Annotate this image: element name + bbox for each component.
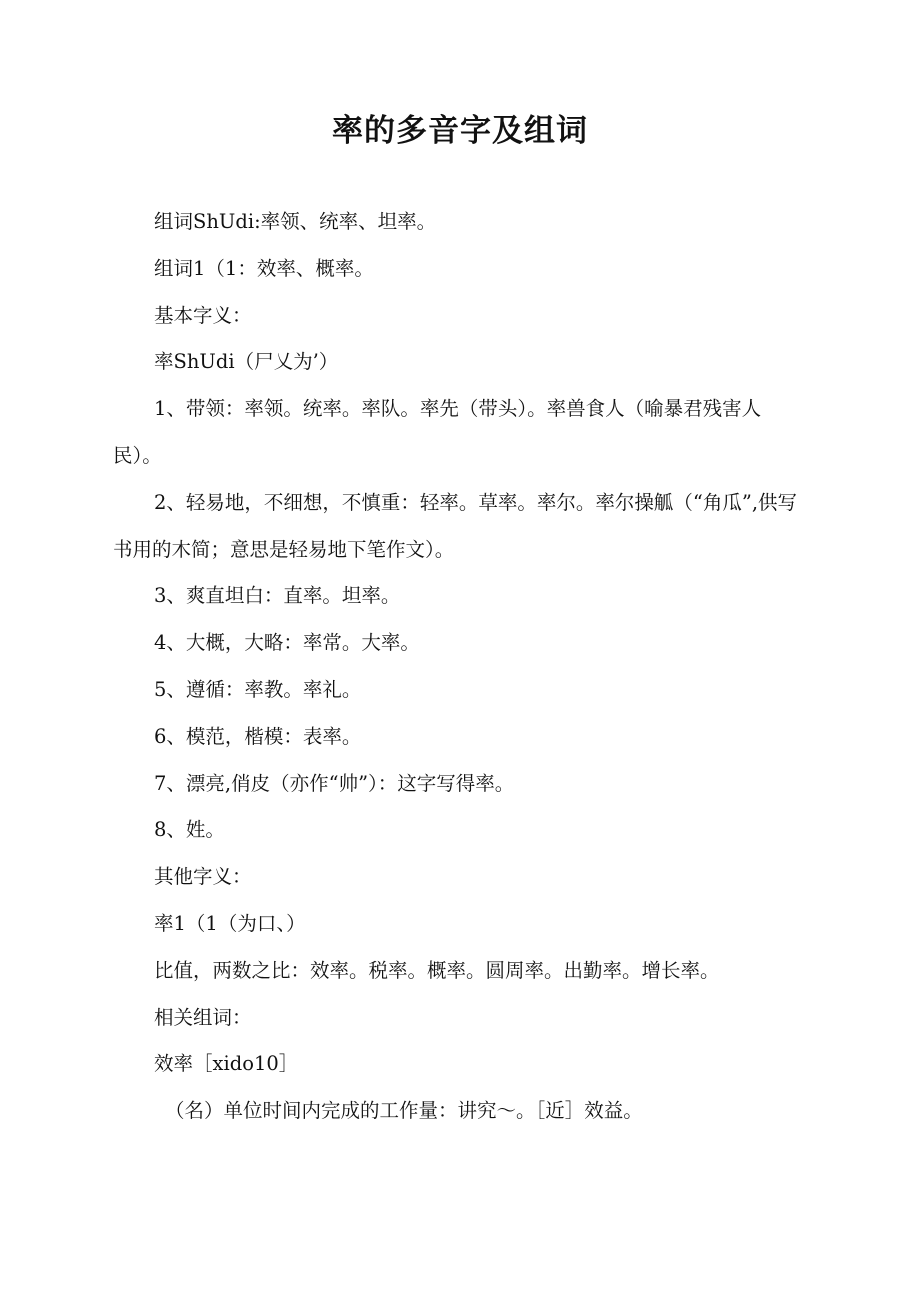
paragraph: 5、遵循：率教。率礼。 [154, 677, 362, 701]
document-body [113, 199, 798, 1135]
paragraph: 组词ShUdi:率领、统率、坦率。 [154, 210, 437, 233]
paragraph: 4、大概，大略：率常。大率。 [154, 631, 420, 655]
paragraph: 率1（1（为口、） [154, 911, 306, 935]
paragraph: 组词1（1：效率、概率。 [154, 256, 374, 280]
paragraph: 效率［xido10］ [154, 1052, 299, 1076]
paragraph: 相关组词： [154, 1005, 252, 1029]
paragraph: 1、带领：率领。统率。率队。率先（带头）。率兽食人（喻暴君残害人民）。 [113, 397, 762, 467]
paragraph: 基本字义： [154, 303, 252, 327]
paragraph: （名）单位时间内完成的工作量：讲究～。［近］效益。 [165, 1099, 643, 1123]
paragraph: 其他字义： [154, 865, 252, 889]
paragraph: 8、姓。 [154, 818, 225, 842]
document-title: 率的多音字及组词 [332, 113, 588, 149]
paragraph: 6、模范，楷模：表率。 [154, 724, 362, 748]
paragraph: 比值，两数之比：效率。税率。概率。圆周率。出勤率。增长率。 [154, 958, 720, 982]
paragraph: 3、爽直坦白：直率。坦率。 [154, 584, 401, 608]
paragraph: 7、漂亮,俏皮（亦作“帅”）：这字写得率。 [154, 771, 515, 795]
paragraph: 2、轻易地，不细想，不慎重：轻率。草率。率尔。率尔操觚（“角瓜”,供写书用的木简；意思是轻易地下笔作文）。 [113, 490, 798, 561]
paragraph: 率ShUdi（尸乂为’） [154, 350, 339, 374]
